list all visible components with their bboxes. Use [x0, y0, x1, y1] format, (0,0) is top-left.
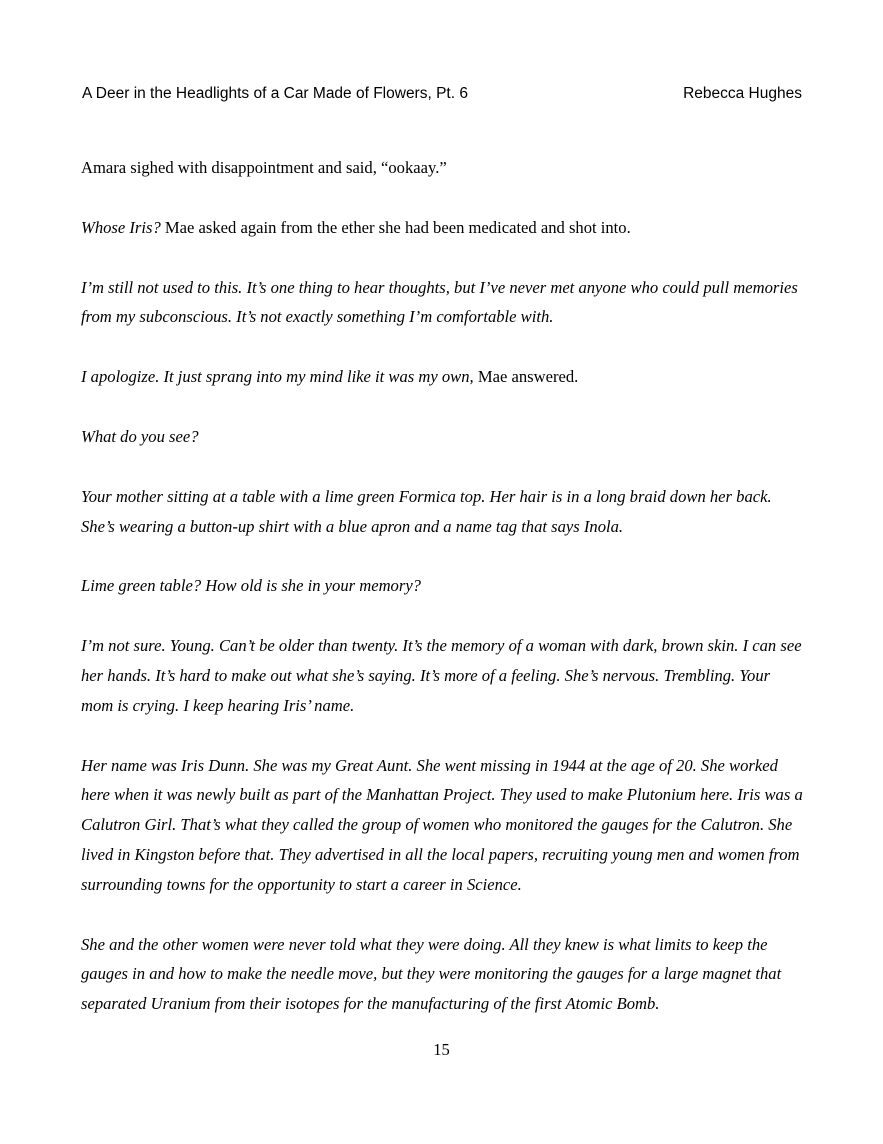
- paragraph: [81, 273, 803, 333]
- header-author: Rebecca Hughes: [683, 85, 802, 102]
- paragraph-italic-text: Her name was Iris Dunn. She was my Great Aunt. She went missing in 1944 at the age of 20. She worked here when it was newly built as part of the Manhattan Project. They used to make Plutonium here. Iris was a Calutron Girl. That’s what they called the group of women who monitored the gauges for the Calutron. She lived in Kingston before that. They advertised in all the local papers, recruiting young men and women from surrounding towns for the opportunity to start a career in Science.: [81, 755, 803, 894]
- paragraph: [81, 362, 803, 392]
- paragraph-italic-text: I’m still not used to this. It’s one thing to hear thoughts, but I’ve never met anyone who could pull memories from my subconscious. It’s not exactly something I’m comfortable with.: [81, 277, 798, 327]
- paragraph: [81, 930, 803, 1019]
- paragraph: [81, 422, 803, 452]
- document-body: [81, 153, 803, 1019]
- paragraph: [81, 213, 803, 243]
- paragraph: [81, 751, 803, 900]
- paragraph-italic-text: Whose Iris?: [81, 217, 161, 237]
- paragraph-italic-text: I apologize. It just sprang into my mind like it was my own,: [81, 367, 474, 387]
- header-title: A Deer in the Headlights of a Car Made of Flowers, Pt. 6: [82, 85, 468, 102]
- paragraph: [81, 631, 803, 720]
- paragraph-text: Amara sighed with disappointment and said, “ookaay.”: [81, 158, 447, 177]
- paragraph-text: Mae asked again from the ether she had been medicated and shot into.: [160, 217, 631, 237]
- paragraph: [81, 153, 803, 183]
- paragraph-italic-text: Lime green table? How old is she in your memory?: [81, 576, 421, 596]
- paragraph-italic-text: What do you see?: [81, 426, 199, 446]
- paragraph-italic-text: I’m not sure. Young. Can’t be older than twenty. It’s the memory of a woman with dark, brown skin. I can see her hands. It’s hard to make out what she’s saying. It’s more of a feeling. She’s nervous. Trembling. Your mom is crying. I keep hearing Iris’ name.: [81, 636, 802, 715]
- paragraph: [81, 482, 803, 542]
- paragraph: [81, 571, 803, 601]
- page-number: 15: [433, 1040, 450, 1059]
- paragraph-italic-text: Your mother sitting at a table with a lime green Formica top. Her hair is in a long braid down her back. She’s wearing a button-up shirt with a blue apron and a name tag that says Inola.: [81, 486, 772, 536]
- paragraph-text: Mae answered.: [473, 367, 579, 387]
- paragraph-italic-text: She and the other women were never told what they were doing. All they knew is what limits to keep the gauges in and how to make the needle move, but they were monitoring the gauges for a large magnet that separated Uranium from their isotopes for the manufacturing of the first Atomic Bomb.: [81, 934, 782, 1014]
